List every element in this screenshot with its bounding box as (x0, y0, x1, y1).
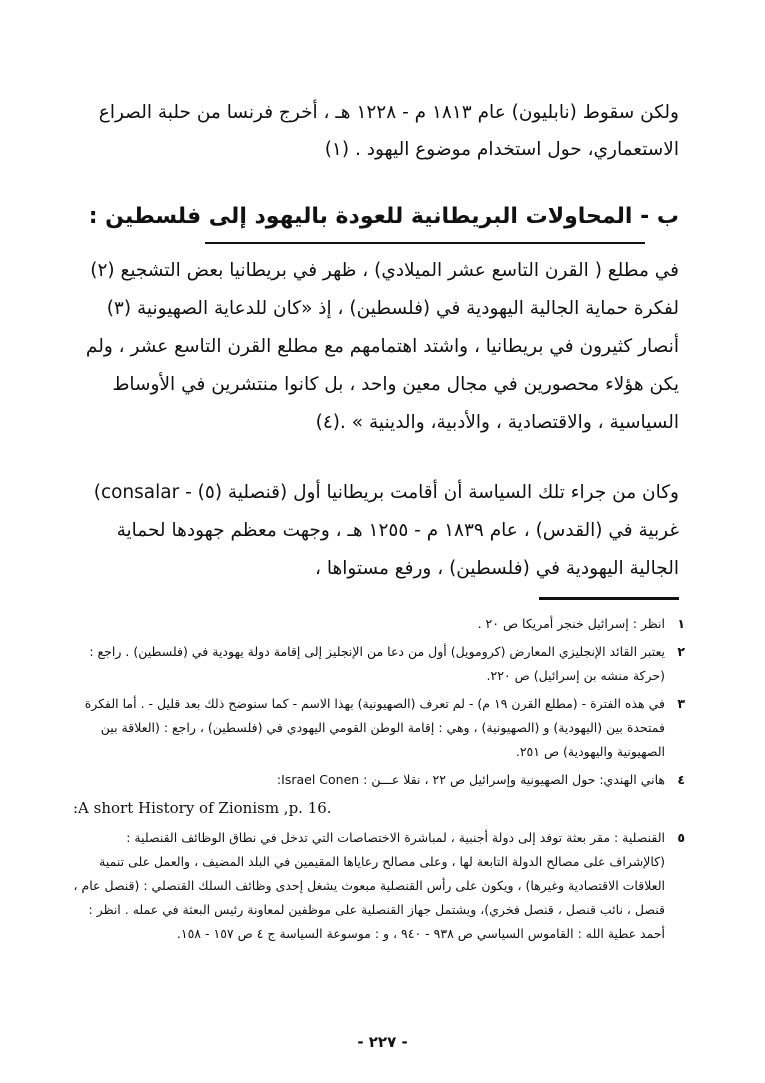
footnote-1 (73, 612, 685, 636)
footnote-number: ٢ (677, 644, 685, 659)
footnote-text: انظر : إسرائيل خنجر أمريكا ص ٢٠ . (477, 616, 665, 631)
footnote-4-english-title: :A short History of Zionism ,p. 16. (73, 799, 332, 817)
footnote-text: في هذه الفترة - (مطلع القرن ١٩ م) - لم تعرف (الصهيونية) بهذا الاسم - كما سنوضح ذلك بعد قليل - . أما الفكرة فمتحدة بين (اليهودية) و (الصهيونية) ، وهي : إقامة الوطن القومي اليهودي في (فلسطين) ، راجع : (العلاقة بين الصهيونية واليهودية) ص ٢٥١. (84, 696, 665, 759)
footnote-3 (73, 692, 685, 764)
footnote-text: القنصلية : مقر بعثة توفد إلى دولة أجنبية ، لمباشرة الاختصاصات التي تدخل في نطاق الوظائف القنصلية : (كالإشراف على مصالح الدولة التابعة لها ، وعلى مصالح رعاياها المقيمين في البلد المضيف ، والعمل على تنمية العلاقات الاقتصادية وغيرها) ، ويكون على رأس القنصلية مبعوث يشغل إحدى وظائف السلك القنصلي : (قنصل عام ، قنصل ، نائب قنصل ، قنصل فخري)، ويشتمل جهاز القنصلية على موظفين لمعاونة رئيس البعثة في عمله . انظر : أحمد عطية الله : القاموس السياسي ص ٩٣٨ - ٩٤٠ ، و : موسوعة السياسة ج ٤ ص ١٥٧ - ١٥٨. (73, 830, 665, 941)
page-number: - ٢٢٧ - (357, 1033, 408, 1051)
section-title: ب - المحاولات البريطانية للعودة باليهود إلى فلسطين : (88, 204, 679, 229)
footnotes (73, 612, 685, 950)
footnote-2 (73, 640, 685, 688)
footnote-separator (539, 597, 679, 600)
footnote-4 (73, 768, 685, 792)
intro-paragraph: ولكن سقوط (نابليون) عام ١٨١٣ م - ١٢٢٨ هـ ، أخرج فرنسا من حلبة الصراع الاستعماري، حول استخدام موضوع اليهود . (١) (98, 102, 679, 160)
footnote-number: ١ (677, 616, 685, 631)
footnote-text: يعتبر القائد الإنجليزي المعارض (كرومويل) أول من دعا من الإنجليز إلى إقامة دولة يهودية في (فلسطين) . راجع : (حركة منشه بن إسرائيل) ص ٢٢٠. (89, 644, 665, 683)
footnote-5 (73, 826, 685, 946)
body-paragraph-1: في مطلع ( القرن التاسع عشر الميلادي) ، ظهر في بريطانيا بعض التشجيع (٢) لفكرة حماية الجالية اليهودية في (فلسطين) ، إذ «كان للدعاية الصهيونية (٣) أنصار كثيرون في بريطانيا ، واشتد اهتمامهم مع مطلع القرن التاسع عشر ، ولم يكن هؤلاء محصورين في مجال معين واحد ، بل كانوا منتشرين في الأوساط السياسية ، والاقتصادية ، والأدبية، والدينية » .(٤) (85, 260, 679, 433)
title-underline (205, 242, 645, 244)
body-paragraph-2: وكان من جراء تلك السياسة أن أقامت بريطانيا أول (قنصلية (٥) - consalar) غربية في (القدس) ، عام ١٨٣٩ م - ١٢٥٥ هـ ، وجهت معظم جهودها لحماية الجالية اليهودية في (فلسطين) ، ورفع مستواها ، (93, 482, 679, 579)
footnote-text: هاني الهندي: حول الصهيونية وإسرائيل ص ٢٢ ، نقلا عـــن : Israel Conen: (276, 772, 665, 787)
footnote-number: ٣ (677, 696, 685, 711)
footnote-number: ٤ (677, 772, 685, 787)
footnote-number: ٥ (677, 830, 685, 845)
